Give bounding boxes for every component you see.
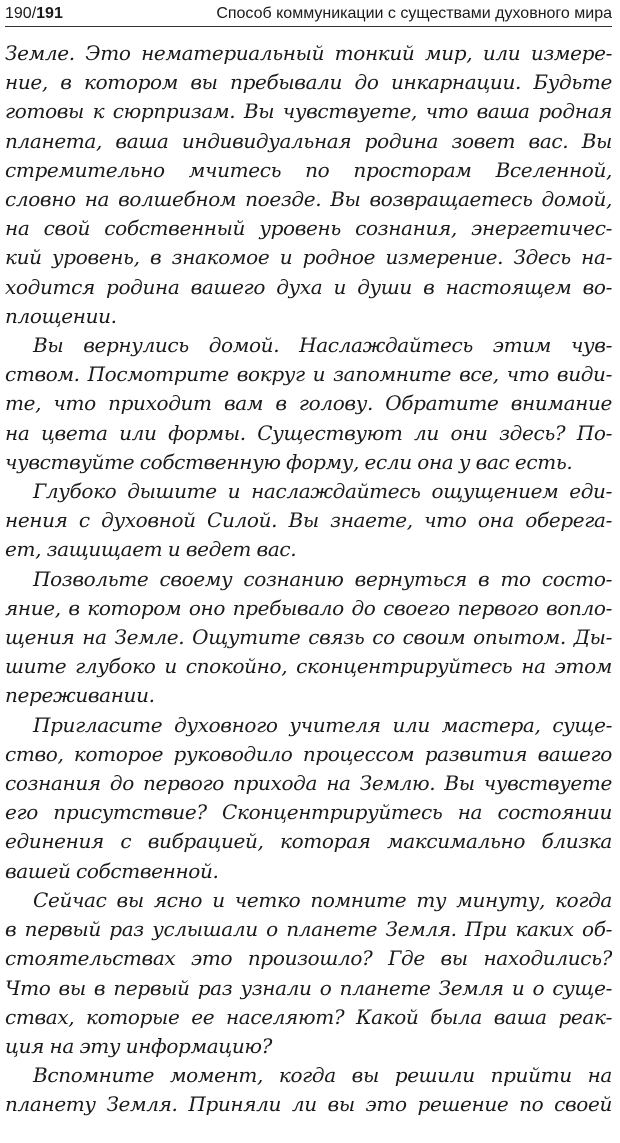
text-line: стоятельствах это произошло? Где вы находились?	[5, 946, 612, 971]
page-number-left: 190/	[5, 5, 37, 22]
text-line: вашей собственной.	[5, 858, 219, 883]
text-line: ством. Посмотрите вокруг и запомните все, что види-	[5, 362, 612, 387]
text-line: словно на волшебном поезде. Вы возвращаетесь домой,	[5, 187, 612, 212]
text-line: на свой собственный уровень сознания, энергетичес-	[5, 216, 612, 241]
text-line: на цвета или формы. Существуют ли они здесь? По-	[5, 420, 612, 445]
text-line: ция на эту информацию?	[5, 1033, 273, 1058]
text-line: Вы вернулись домой. Наслаждайтесь этим чув-	[33, 333, 612, 358]
text-line: те, что приходит вам в голову. Обратите внимание	[5, 391, 612, 416]
text-line: кий уровень, в знакомое и родное измерение. Здесь на-	[5, 245, 612, 270]
text-line: площении.	[5, 303, 117, 328]
text-line: Позвольте своему сознанию вернуться в то состо-	[33, 566, 612, 591]
page-number-right: 191	[36, 5, 63, 22]
text-line: его присутствие? Сконцентрируйтесь на состоянии	[5, 800, 612, 825]
text-line: яние, в котором оно пребывало до своего первого вопло-	[5, 595, 612, 620]
text-line: Сейчас вы ясно и четко помните ту минуту, когда	[33, 887, 612, 912]
text-line: щения на Земле. Ощутите связь со своим опытом. Ды-	[5, 625, 612, 650]
text-line: ет, защищает и ведет вас.	[5, 537, 297, 562]
text-line: ние, в котором вы пребывали до инкарнации. Будьте	[5, 70, 612, 95]
text-line: в первый раз услышали о планете Земля. При каких об-	[5, 917, 612, 942]
text-line: переживании.	[5, 683, 155, 708]
text-line: единения с вибрацией, которая максимально близка	[5, 829, 612, 854]
text-line: ствах, которые ее населяют? Какой была ваша реак-	[5, 1004, 612, 1029]
text-line: Глубоко дышите и наслаждайтесь ощущением еди-	[33, 479, 612, 504]
text-line: планета, ваша индивидуальная родина зовет вас. Вы	[5, 128, 612, 153]
text-line: Что вы в первый раз узнали о планете Земля и о суще-	[5, 975, 612, 1000]
text-line: нения с духовной Силой. Вы знаете, что она оберега-	[5, 508, 612, 533]
text-line: Вспомните момент, когда вы решили прийти на	[33, 1063, 612, 1088]
text-line: Пригласите духовного учителя или мастера, суще-	[33, 712, 612, 737]
text-line: шите глубоко и спокойно, сконцентрируйтесь на этом	[5, 654, 612, 679]
text-line: ство, которое руководило процессом развития вашего	[5, 741, 612, 766]
body-text	[5, 39, 612, 1120]
text-line: чувствуйте собственную форму, если она у вас есть.	[5, 449, 573, 474]
running-title: Способ коммуникации с существами духовного мира	[216, 5, 612, 22]
text-line: планету Земля. Приняли ли вы это решение по своей	[5, 1092, 612, 1117]
text-line: ходится родина вашего духа и души в настоящем во-	[5, 274, 612, 299]
text-line: стремительно мчитесь по просторам Вселенной,	[5, 157, 612, 182]
text-line: сознания до первого прихода на Землю. Вы чувствуете	[5, 771, 612, 796]
text-line: Земле. Это нематериальный тонкий мир, или измере-	[5, 41, 612, 65]
page-header	[5, 0, 612, 27]
page-numbers	[5, 4, 63, 24]
text-line: готовы к сюрпризам. Вы чувствуете, что ваша родная	[5, 99, 612, 124]
